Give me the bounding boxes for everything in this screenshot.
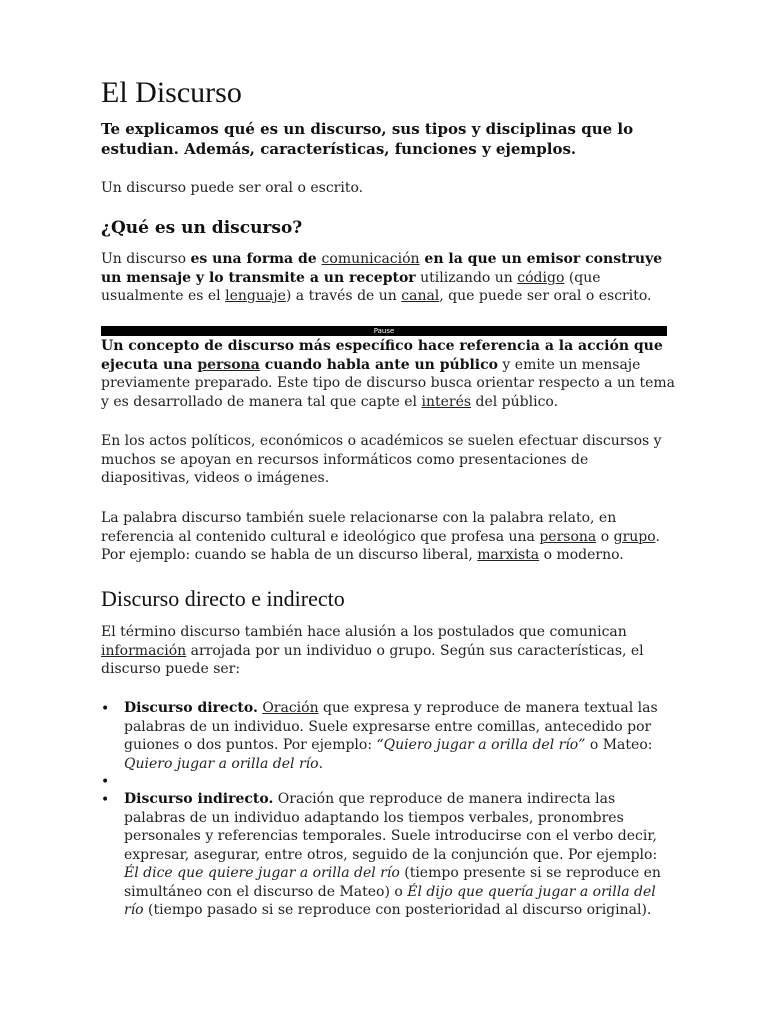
relato-paragraph xyxy=(101,509,681,565)
link-informacion[interactable]: información xyxy=(101,642,187,659)
link-codigo[interactable]: código xyxy=(517,269,565,286)
bold-span: Discurso directo. xyxy=(124,700,258,716)
list-item-indirecto xyxy=(124,790,669,920)
text-span: . xyxy=(318,755,324,772)
pause-bar[interactable]: Pause xyxy=(101,326,667,336)
text-span: (tiempo pasado si se reproduce con posterioridad al discurso original). xyxy=(143,902,652,918)
text-span: utilizando un xyxy=(415,269,518,286)
italic-span: Él dijo que quería jugar a orilla del río xyxy=(124,883,656,918)
text-span: Un discurso xyxy=(101,251,191,267)
text-span: (tiempo presente si se reproduce en simultáneo con el discurso de Mateo) o xyxy=(124,865,661,900)
link-lenguaje[interactable]: lenguaje xyxy=(225,288,286,304)
bold-span: cuando habla ante un público xyxy=(259,356,498,373)
section-heading-que-es: ¿Qué es un discurso? xyxy=(101,218,303,238)
link-interes[interactable]: interés xyxy=(421,393,472,410)
bold-span: en la que un emisor construye un mensaje y lo transmite a un receptor xyxy=(101,251,663,286)
link-persona[interactable]: persona xyxy=(197,356,260,373)
text-span: , que puede ser oral o escrito. xyxy=(439,288,652,304)
link-persona-2[interactable]: persona xyxy=(539,528,597,545)
lead-paragraph: Te explicamos qué es un discurso, sus tipos y disciplinas que lo estudian. Además, características, funciones y ejemplos. xyxy=(101,120,634,158)
bold-span: Discurso indirecto. xyxy=(124,791,274,807)
italic-span: “Quiero jugar a orilla del río” xyxy=(376,737,586,753)
text-span: y emite un mensaje previamente preparado. Este tipo de discurso busca orientar respecto a un tema y es desarrollado de manera tal que capte el xyxy=(101,356,675,410)
section-heading-directo-indirecto: Discurso directo e indirecto xyxy=(101,586,345,611)
link-marxista[interactable]: marxista xyxy=(477,547,540,563)
text-span: El término discurso también hace alusión a los postulados que comunican xyxy=(101,624,627,640)
text-span: Oración que reproduce de manera indirecta las palabras de un individuo adaptando los tiempos verbales, pronombres personales y referencias temporales. Suele introducirse con el verbo decir, expresar, asegurar, entre otros, seguido de la conjunción que. Por ejemplo: xyxy=(124,791,658,863)
link-comunicacion[interactable]: comunicación xyxy=(321,251,420,267)
list-bullet-empty: • xyxy=(101,774,110,790)
concept-paragraph xyxy=(101,337,681,411)
text-span: o Mateo: xyxy=(585,737,653,753)
text-span: del público. xyxy=(471,393,559,410)
list-item-directo xyxy=(124,699,669,773)
italic-span: Quiero jugar a orilla del río xyxy=(124,755,319,772)
termino-paragraph xyxy=(101,623,681,679)
text-span: o moderno. xyxy=(539,547,624,563)
text-span: que expresa y reproduce de manera textual las palabras de un individuo. Suele expresarse entre comillas, antecedido por guiones o dos puntos. Por ejemplo: xyxy=(124,700,658,753)
bold-span: es una forma de xyxy=(190,251,322,267)
list-bullet: • xyxy=(101,701,110,717)
link-grupo[interactable]: grupo xyxy=(613,528,656,545)
text-span: La palabra discurso también suele relacionarse con la palabra relato, en referencia al contenido cultural e ideológico que profesa una xyxy=(101,510,617,545)
link-oracion[interactable]: Oración xyxy=(262,700,319,716)
text-span: ) a través de un xyxy=(285,288,402,304)
list-bullet: • xyxy=(101,792,110,808)
definition-paragraph xyxy=(101,250,681,306)
italic-span: Él dice que quiere jugar a orilla del río xyxy=(124,865,400,881)
text-span: o xyxy=(596,528,614,545)
bold-span: Un concepto de discurso más específico hace referencia a la acción que ejecuta una xyxy=(101,338,663,373)
page-title: El Discurso xyxy=(101,76,242,109)
intro-paragraph: Un discurso puede ser oral o escrito. xyxy=(101,180,364,196)
link-canal[interactable]: canal xyxy=(401,288,440,304)
political-acts-paragraph: En los actos políticos, económicos o académicos se suelen efectuar discursos y muchos se apoyan en recursos informáticos como presentaciones de diapositivas, videos o imágenes. xyxy=(101,433,662,486)
text-span: arrojada por un individuo o grupo. Según sus características, el discurso puede ser: xyxy=(101,642,644,677)
text-span: (que usualmente es el xyxy=(101,269,601,304)
text-span: . Por ejemplo: cuando se habla de un discurso liberal, xyxy=(101,528,660,563)
